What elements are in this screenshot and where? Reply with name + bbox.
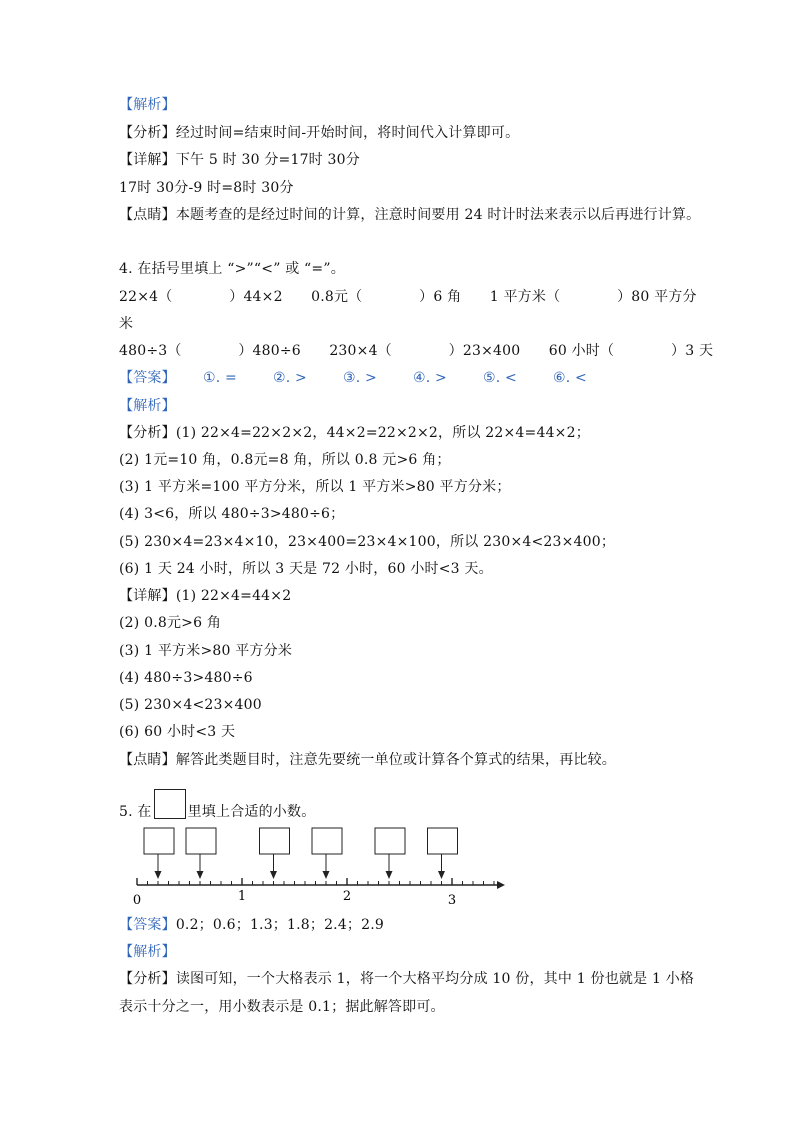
q4-answer-4: ④. > — [413, 370, 447, 386]
axis-label-0: 0 — [132, 893, 142, 908]
q4-fenxi-1 — [119, 424, 590, 442]
q4-dianjing-text: 解答此类题目时，注意先要统一单位或计算各个算式的结果，再比较。 — [175, 752, 617, 768]
q4-fenxi-tag: 【分析】 — [119, 425, 176, 441]
q4-answer-line — [119, 369, 623, 387]
q4-answer-2: ②. > — [273, 370, 307, 386]
q4-fenxi-3: (3) 1 平方米=100 平方分米，所以 1 平方米>80 平方分米； — [119, 479, 511, 495]
q4-dianjing-tag: 【点睛】 — [119, 752, 176, 768]
q5-answer-text: 0.2；0.6；1.3；1.8；2.4；2.9 — [175, 917, 385, 933]
q4-answer-3: ③. > — [343, 370, 377, 386]
answer-box-1[interactable] — [144, 828, 174, 879]
q5-fenxi-tag: 【分析】 — [119, 971, 176, 987]
q5-fenxi-2: 表示十分之一，用小数表示是 0.1；据此解答即可。 — [119, 999, 445, 1015]
q5-fenxi-1 — [119, 970, 694, 988]
q5-title-pre: 5. 在 — [119, 804, 152, 820]
q3-jiexi-heading: 【解析】 — [119, 97, 176, 113]
q4-fenxi-text-1: (1) 22×4=22×2×2，44×2=22×2×2，所以 22×4=44×2； — [175, 425, 590, 441]
q3-dianjing-tag: 【点睛】 — [119, 207, 176, 223]
answer-box-rect[interactable] — [375, 828, 405, 854]
q4-xiangjie-2: (2) 0.8元>6 角 — [119, 615, 222, 631]
q3-dianjing-text: 本题考查的是经过时间的计算，注意时间要用 24 时计时法来表示以后再进行计算。 — [175, 207, 701, 223]
arrow-down-icon — [197, 871, 204, 879]
q4-row1-wrap: 米 — [119, 316, 134, 332]
q4-jiexi-heading: 【解析】 — [119, 398, 176, 414]
q3-xiangjie — [119, 151, 360, 169]
answer-box-rect[interactable] — [260, 828, 290, 854]
q4-answer-1: ①. = — [203, 370, 237, 386]
q4-answer-6: ⑥. < — [553, 370, 587, 386]
q4-xiangjie-1 — [119, 587, 291, 605]
q5-fenxi-text-1: 读图可知，一个大格表示 1，将一个大格平均分成 10 份，其中 1 份也就是 1 小格 — [175, 971, 695, 987]
answer-box-3[interactable] — [260, 828, 290, 879]
axis-label-3: 3 — [447, 893, 457, 908]
q5-answer — [119, 916, 384, 934]
q4-xiangjie-6: (6) 60 小时<3 天 — [119, 724, 236, 740]
q5-title — [119, 797, 315, 827]
arrow-down-icon — [386, 871, 393, 879]
q4-fenxi-4: (4) 3<6，所以 480÷3>480÷6； — [119, 506, 345, 522]
q3-dianjing — [119, 206, 700, 224]
arrow-down-icon — [270, 871, 277, 879]
answer-box-4[interactable] — [312, 828, 342, 879]
arrow-down-icon — [323, 871, 330, 879]
q4-dianjing — [119, 751, 616, 769]
q4-row2: 480÷3（ ）480÷6 230×4（ ）23×400 60 小时（ ）3 天 — [119, 343, 714, 359]
q4-xiangjie-5: (5) 230×4<23×400 — [119, 697, 262, 713]
q5-answer-tag: 【答案】 — [119, 917, 176, 933]
q3-fenxi — [119, 124, 519, 142]
q4-row1: 22×4（ ）44×2 0.8元（ ）6 角 1 平方米（ ）80 平方分 — [119, 289, 697, 305]
q4-fenxi-5: (5) 230×4=23×4×10，23×400=23×4×100，所以 230×4<23×400； — [119, 534, 616, 550]
q4-title: 4. 在括号里填上 “>”“<” 或 “=”。 — [119, 261, 345, 277]
q3-xiangjie-line2: 17时 30分-9 时=8时 30分 — [119, 180, 294, 196]
arrow-down-icon — [155, 871, 162, 879]
q5-jiexi-heading: 【解析】 — [119, 944, 176, 960]
answer-box-rect[interactable] — [144, 828, 174, 854]
q3-fenxi-text: 经过时间=结束时间-开始时间，将时间代入计算即可。 — [175, 125, 520, 141]
arrow-down-icon — [438, 871, 445, 879]
answer-box-2[interactable] — [186, 828, 216, 879]
axis-label-1: 1 — [237, 889, 247, 904]
q5-title-post: 里填上合适的小数。 — [187, 804, 316, 820]
q4-answer-tag: 【答案】 — [119, 370, 176, 386]
answer-box-rect[interactable] — [312, 828, 342, 854]
q4-xiangjie-text-1: (1) 22×4=44×2 — [175, 588, 292, 604]
answer-box-rect[interactable] — [428, 828, 458, 854]
axis-arrow-icon — [497, 881, 505, 889]
q3-xiangjie-tag: 【详解】 — [119, 152, 176, 168]
answer-box-rect[interactable] — [186, 828, 216, 854]
q4-fenxi-2: (2) 1元=10 角，0.8元=8 角，所以 0.8 元>6 角； — [119, 452, 451, 468]
q4-answer-5: ⑤. < — [483, 370, 517, 386]
answer-box-5[interactable] — [375, 828, 405, 879]
answer-box-icon — [154, 789, 186, 819]
q4-fenxi-6: (6) 1 天 24 小时，所以 3 天是 72 小时，60 小时<3 天。 — [119, 561, 493, 577]
q3-xiangjie-text: 下午 5 时 30 分=17时 30分 — [175, 152, 360, 168]
q3-fenxi-tag: 【分析】 — [119, 125, 176, 141]
axis-label-2: 2 — [342, 889, 352, 904]
answer-box-6[interactable] — [428, 828, 458, 879]
q4-xiangjie-3: (3) 1 平方米>80 平方分米 — [119, 643, 293, 659]
number-line-figure — [125, 824, 515, 908]
q4-xiangjie-tag: 【详解】 — [119, 588, 176, 604]
q4-xiangjie-4: (4) 480÷3>480÷6 — [119, 670, 253, 686]
